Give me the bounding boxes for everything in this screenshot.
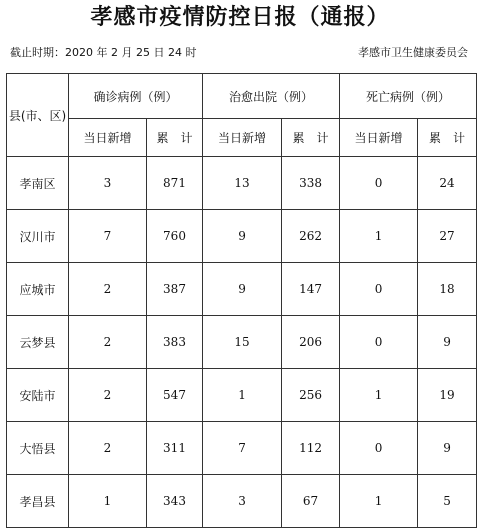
recovered-total: 67 — [282, 475, 340, 528]
confirmed-new: 2 — [69, 369, 147, 422]
confirmed-total: 311 — [147, 422, 203, 475]
area-name: 汉川市 — [7, 210, 69, 263]
table-row — [7, 263, 477, 316]
table-row — [7, 316, 477, 369]
recovered-total: 206 — [282, 316, 340, 369]
deaths-new: 1 — [340, 369, 418, 422]
confirmed-new: 3 — [69, 157, 147, 210]
confirmed-new: 2 — [69, 263, 147, 316]
confirmed-new: 1 — [69, 475, 147, 528]
deaths-new: 0 — [340, 157, 418, 210]
confirmed-total: 547 — [147, 369, 203, 422]
deaths-total: 19 — [418, 369, 477, 422]
confirmed-total: 387 — [147, 263, 203, 316]
group-header-deaths: 死亡病例（例） — [340, 74, 477, 119]
area-name: 孝昌县 — [7, 475, 69, 528]
page-title: 孝感市疫情防控日报（通报） — [90, 4, 390, 30]
subheader-deaths-new: 当日新增 — [340, 119, 418, 157]
table-row — [7, 210, 477, 263]
table-row — [7, 475, 477, 528]
epidemic-table — [6, 73, 477, 528]
recovered-new: 7 — [203, 422, 282, 475]
area-header: 县(市、区) — [7, 74, 69, 157]
confirmed-total: 760 — [147, 210, 203, 263]
table-row — [7, 422, 477, 475]
recovered-new: 9 — [203, 210, 282, 263]
recovered-total: 262 — [282, 210, 340, 263]
confirmed-new: 2 — [69, 316, 147, 369]
recovered-total: 112 — [282, 422, 340, 475]
header-group-row — [7, 74, 477, 119]
area-name: 云梦县 — [7, 316, 69, 369]
subheader-recovered-total: 累 计 — [282, 119, 340, 157]
issuer: 孝感市卫生健康委员会 — [358, 46, 468, 59]
area-name: 孝南区 — [7, 157, 69, 210]
area-name: 安陆市 — [7, 369, 69, 422]
recovered-total: 256 — [282, 369, 340, 422]
group-header-confirmed: 确诊病例（例） — [69, 74, 203, 119]
recovered-total: 338 — [282, 157, 340, 210]
confirmed-total: 871 — [147, 157, 203, 210]
confirmed-total: 383 — [147, 316, 203, 369]
group-header-recovered: 治愈出院（例） — [203, 74, 340, 119]
deaths-new: 1 — [340, 210, 418, 263]
deaths-total: 27 — [418, 210, 477, 263]
deaths-total: 24 — [418, 157, 477, 210]
confirmed-new: 2 — [69, 422, 147, 475]
table-row — [7, 157, 477, 210]
deaths-new: 1 — [340, 475, 418, 528]
recovered-new: 15 — [203, 316, 282, 369]
subheader-recovered-new: 当日新增 — [203, 119, 282, 157]
recovered-new: 9 — [203, 263, 282, 316]
deaths-new: 0 — [340, 422, 418, 475]
deaths-total: 5 — [418, 475, 477, 528]
recovered-new: 13 — [203, 157, 282, 210]
recovered-total: 147 — [282, 263, 340, 316]
deaths-total: 9 — [418, 316, 477, 369]
deaths-total: 9 — [418, 422, 477, 475]
subheader-confirmed-total: 累 计 — [147, 119, 203, 157]
header-sub-row — [7, 119, 477, 157]
table-row — [7, 369, 477, 422]
deaths-new: 0 — [340, 263, 418, 316]
cutoff-time: 截止时期：2020 年 2 月 25 日 24 时 — [10, 46, 197, 59]
subheader-deaths-total: 累 计 — [418, 119, 477, 157]
recovered-new: 1 — [203, 369, 282, 422]
area-name: 大悟县 — [7, 422, 69, 475]
confirmed-new: 7 — [69, 210, 147, 263]
subheader-confirmed-new: 当日新增 — [69, 119, 147, 157]
deaths-new: 0 — [340, 316, 418, 369]
deaths-total: 18 — [418, 263, 477, 316]
report-meta — [10, 44, 468, 62]
area-name: 应城市 — [7, 263, 69, 316]
recovered-new: 3 — [203, 475, 282, 528]
confirmed-total: 343 — [147, 475, 203, 528]
